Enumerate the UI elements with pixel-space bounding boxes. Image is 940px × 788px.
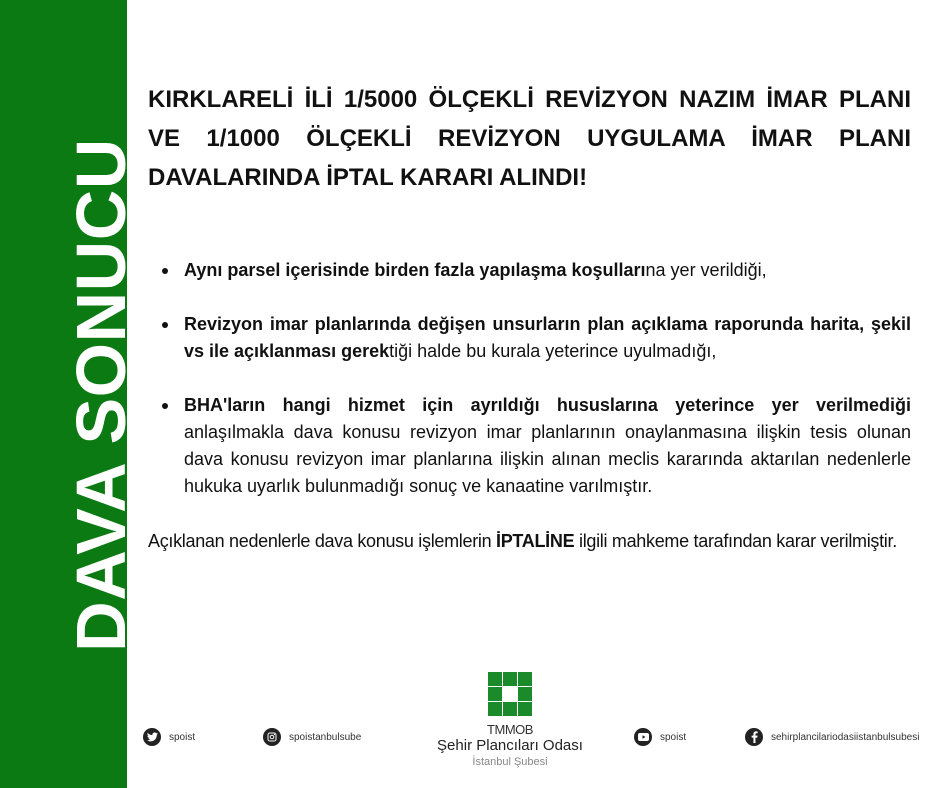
logo-line-3: İstanbul Şubesi xyxy=(472,756,548,768)
closing-text-before: Açıklanan nedenlerle dava konusu işlemlerin xyxy=(148,531,497,551)
sidebar-banner xyxy=(0,0,140,788)
logo-line-1: TMMOB xyxy=(487,722,533,737)
social-handle: sehirplancilariodasiistanbulsubesi xyxy=(771,731,920,743)
facebook-icon xyxy=(745,728,763,746)
normal-text: na yer verildiği, xyxy=(645,260,767,280)
list-item xyxy=(148,311,911,365)
social-facebook[interactable] xyxy=(745,728,919,746)
closing-paragraph xyxy=(148,527,911,556)
social-twitter[interactable] xyxy=(143,728,195,746)
closing-bold: İPTALİNE xyxy=(496,531,575,551)
main-content xyxy=(148,80,911,556)
youtube-icon xyxy=(634,728,652,746)
social-handle: spoistanbulsube xyxy=(289,731,362,743)
bold-text: BHA'ların hangi hizmet için ayrıldığı hususlarına yeterince yer verilmediği xyxy=(184,395,911,415)
social-youtube[interactable] xyxy=(634,728,686,746)
logo-grid-icon xyxy=(488,672,532,716)
social-handle: spoist xyxy=(169,731,196,743)
page-headline: KIRKLARELİ İLİ 1/5000 ÖLÇEKLİ REVİZYON NAZIM İMAR PLANI VE 1/1000 ÖLÇEKLİ REVİZYON UYGULAMA İMAR PLANI DAVALARINDA İPTAL KARARI ALINDI! xyxy=(148,86,911,191)
bold-text: Revizyon imar planlarında değişen unsurların plan açıklama raporunda harita, şekil vs ile açıklanması gerek xyxy=(184,314,911,361)
list-item xyxy=(148,257,911,284)
reasons-list xyxy=(148,257,911,500)
social-handle: spoist xyxy=(660,731,687,743)
tmmob-logo xyxy=(430,672,590,769)
instagram-icon xyxy=(263,728,281,746)
normal-text: tiği halde bu kurala yeterince uyulmadığı, xyxy=(389,341,717,361)
normal-text: anlaşılmakla dava konusu revizyon imar planlarının onaylanmasına ilişkin tesis olunan dava konusu revizyon imar planlarına ilişkin alınan meclis kararında aktarılan nedenlerle hukuka uyarlık bulunmadığı sonuç ve kanaatine varılmıştır. xyxy=(184,422,911,496)
list-item xyxy=(148,392,911,500)
closing-text-after: ilgili mahkeme tarafından karar verilmiştir. xyxy=(574,531,897,551)
bold-text: Aynı parsel içerisinde birden fazla yapılaşma koşulları xyxy=(184,260,646,280)
logo-line-2: Şehir Plancıları Odası xyxy=(437,737,583,754)
sidebar-title: DAVA SONUCU xyxy=(62,138,140,652)
social-instagram[interactable] xyxy=(263,728,361,746)
twitter-icon xyxy=(143,728,161,746)
